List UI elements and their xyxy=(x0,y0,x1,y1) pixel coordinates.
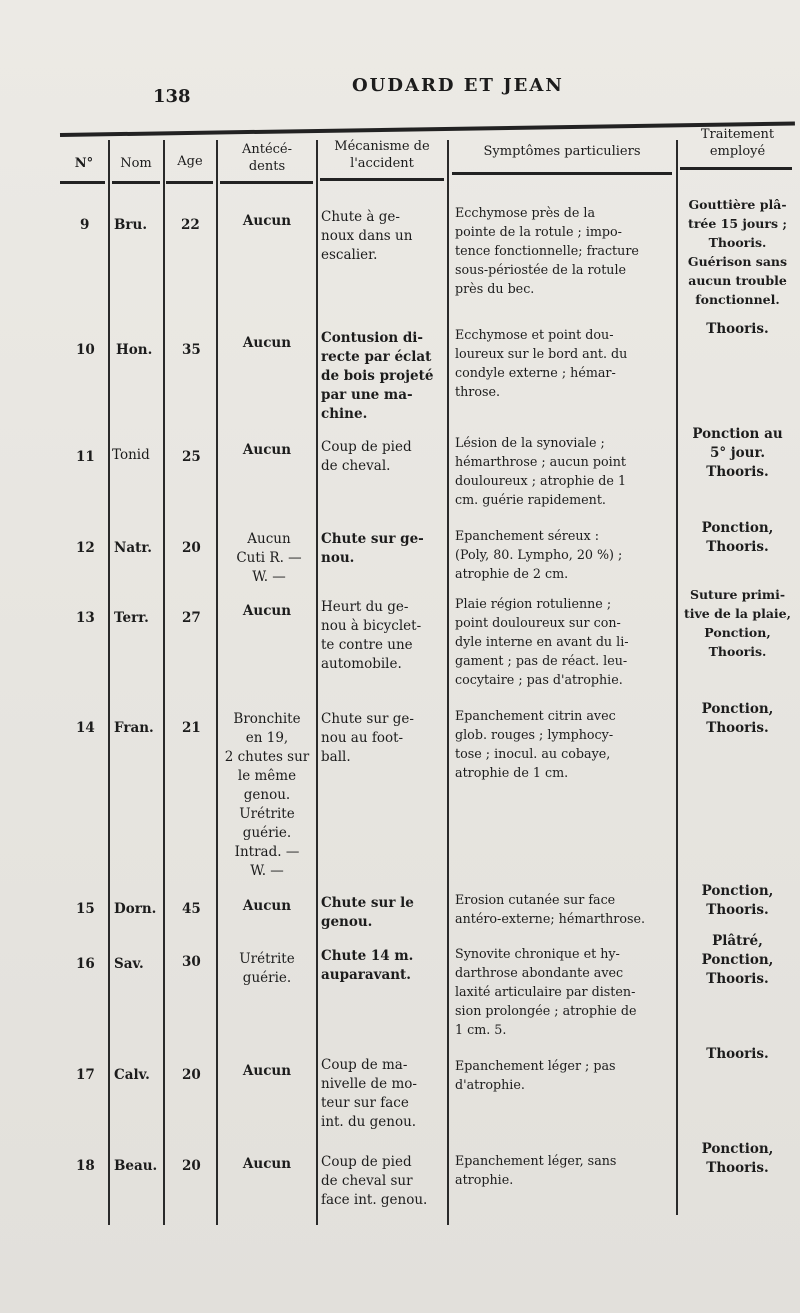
cell-symptomes: Epanchement léger ; pas d'atrophie. xyxy=(455,1058,616,1092)
cell-traitement: Ponction, Thooris. xyxy=(701,520,774,555)
col-divider xyxy=(163,140,165,1225)
cell-no: 18 xyxy=(76,1158,95,1174)
cell-antecedents: Aucun xyxy=(242,442,292,458)
header-rule xyxy=(320,178,444,181)
col-divider xyxy=(447,140,449,1225)
header-rule xyxy=(112,181,160,184)
cell-nom: Beau. xyxy=(114,1158,158,1174)
header-rule xyxy=(166,181,213,184)
cell-nom: Tonid xyxy=(112,447,150,463)
cell-mecanisme: Coup de pied de cheval sur face int. genou. xyxy=(321,1154,428,1208)
col-divider xyxy=(316,140,318,1225)
cell-traitement: Thooris. xyxy=(706,321,769,337)
cell-mecanisme: Coup de pied de cheval. xyxy=(321,439,412,474)
cell-antecedents: Urétrite guérie. xyxy=(239,951,295,986)
cell-age: 27 xyxy=(182,610,201,626)
cell-nom: Sav. xyxy=(114,956,144,972)
cell-no: 16 xyxy=(76,956,95,972)
cell-symptomes: Synovite chronique et hy- darthrose abondante avec laxité articulaire par disten- sion prolongée ; atrophie de 1 cm. 5. xyxy=(455,946,637,1037)
cell-traitement: Ponction au 5° jour. Thooris. xyxy=(692,426,783,480)
cell-age: 22 xyxy=(181,217,200,233)
cell-mecanisme: Chute sur ge- nou. xyxy=(321,531,424,566)
header-mecanisme: Mécanisme de l'accident xyxy=(334,139,430,171)
cell-no: 14 xyxy=(76,720,95,736)
cell-traitement: Suture primi- tive de la plaie, Ponction, Thooris. xyxy=(684,587,791,659)
cell-mecanisme: Chute à ge- noux dans un escalier. xyxy=(321,209,413,263)
cell-traitement: Gouttière plâ- trée 15 jours ; Thooris. Guérison sans aucun trouble fonctionnel. xyxy=(687,197,788,307)
cell-symptomes: Lésion de la synoviale ; hémarthrose ; aucun point douloureux ; atrophie de 1 cm. guérie rapidement. xyxy=(455,435,627,507)
cell-age: 35 xyxy=(182,342,201,358)
header-nom: Nom xyxy=(120,156,152,171)
cell-age: 45 xyxy=(182,901,201,917)
cell-no: 13 xyxy=(76,610,95,626)
header-no: N° xyxy=(74,156,94,171)
cell-antecedents: Aucun xyxy=(242,1156,292,1172)
cell-nom: Fran. xyxy=(114,720,154,736)
cell-nom: Bru. xyxy=(114,217,148,233)
cell-symptomes: Epanchement léger, sans atrophie. xyxy=(455,1153,617,1187)
cell-no: 10 xyxy=(76,342,95,358)
cell-antecedents: Bronchite en 19, 2 chutes sur le même genou. Urétrite guérie. Intrad. — W. — xyxy=(224,711,310,879)
cell-age: 30 xyxy=(182,954,201,970)
header-rule xyxy=(452,172,672,175)
cell-mecanisme: Heurt du ge- nou à bicyclet- te contre une automobile. xyxy=(321,599,422,672)
cell-nom: Hon. xyxy=(116,342,153,358)
page-number: 138 xyxy=(153,86,191,107)
cell-no: 12 xyxy=(76,540,95,556)
header-rule xyxy=(220,181,313,184)
cell-traitement: Ponction, Thooris. xyxy=(701,1141,774,1176)
cell-traitement: Thooris. xyxy=(706,1046,769,1062)
cell-mecanisme: Coup de ma- nivelle de mo- teur sur face int. du genou. xyxy=(321,1057,417,1130)
header-traitement: Traitement employé xyxy=(700,127,775,159)
header-age: Age xyxy=(177,154,203,169)
header-symptomes: Symptômes particuliers xyxy=(483,144,641,159)
cell-nom: Terr. xyxy=(114,610,149,626)
running-title: OUDARD ET JEAN xyxy=(352,75,564,96)
cell-mecanisme: Chute 14 m. auparavant. xyxy=(321,948,414,983)
cell-age: 20 xyxy=(182,1067,201,1083)
header-rule xyxy=(60,181,105,184)
cell-mecanisme: Chute sur le genou. xyxy=(321,895,414,930)
cell-symptomes: Ecchymose près de la pointe de la rotule ; impo- tence fonctionnelle; fracture sous-périostée de la rotule près du bec. xyxy=(455,205,639,296)
cell-mecanisme: Chute sur ge- nou au foot- ball. xyxy=(321,711,414,765)
cell-symptomes: Plaie région rotulienne ; point douloureux sur con- dyle interne en avant du li- gament ; pas de réact. leu- cocytaire ; pas d'atrophie. xyxy=(455,596,629,687)
cell-nom: Dorn. xyxy=(114,901,157,917)
cell-antecedents: Aucun xyxy=(242,1063,292,1079)
cell-symptomes: Epanchement séreux : (Poly, 80. Lympho, 20 %) ; atrophie de 2 cm. xyxy=(455,528,623,581)
cell-symptomes: Epanchement citrin avec glob. rouges ; lymphocy- tose ; inocul. au cobaye, atrophie de 1 cm. xyxy=(455,708,616,780)
cell-traitement: Ponction, Thooris. xyxy=(701,701,774,736)
cell-antecedents: Aucun xyxy=(242,213,292,229)
col-divider xyxy=(108,140,110,1225)
col-divider xyxy=(216,140,218,1225)
header-antecedents: Antécé- dents xyxy=(241,142,293,174)
cell-no: 15 xyxy=(76,901,95,917)
cell-antecedents: Aucun xyxy=(242,335,292,351)
cell-age: 25 xyxy=(182,449,201,465)
cell-age: 21 xyxy=(182,720,201,736)
cell-age: 20 xyxy=(182,540,201,556)
cell-no: 9 xyxy=(80,217,90,233)
cell-antecedents: Aucun Cuti R. — W. — xyxy=(236,531,302,585)
cell-symptomes: Erosion cutanée sur face antéro-externe; hémarthrose. xyxy=(455,892,646,926)
cell-symptomes: Ecchymose et point dou- loureux sur le bord ant. du condyle externe ; hémar- throse. xyxy=(455,327,628,399)
cell-nom: Natr. xyxy=(114,540,152,556)
cell-no: 11 xyxy=(76,449,95,465)
cell-mecanisme: Contusion di- recte par éclat de bois projeté par une ma- chine. xyxy=(321,330,434,422)
cell-age: 20 xyxy=(182,1158,201,1174)
cell-no: 17 xyxy=(76,1067,95,1083)
cell-antecedents: Aucun xyxy=(242,603,292,619)
cell-antecedents: Aucun xyxy=(242,898,292,914)
header-rule xyxy=(680,167,792,170)
cell-traitement: Plâtré, Ponction, Thooris. xyxy=(701,933,774,987)
cell-traitement: Ponction, Thooris. xyxy=(701,883,774,918)
cell-nom: Calv. xyxy=(114,1067,150,1083)
